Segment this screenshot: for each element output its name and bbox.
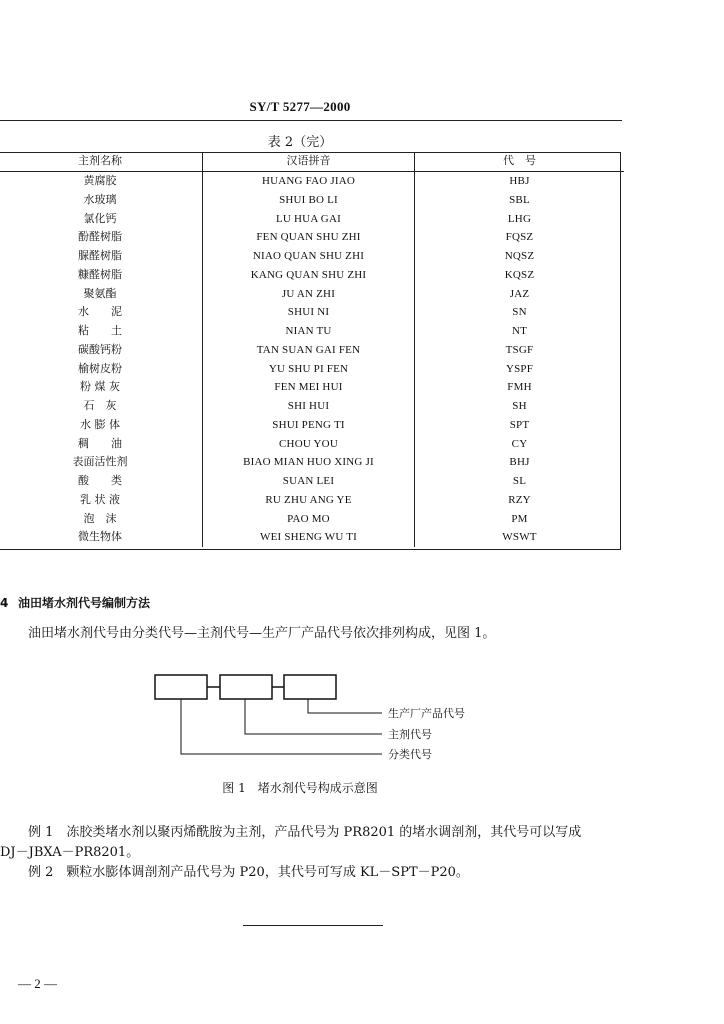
cell-agent-name: 氯化钙 [0, 209, 203, 228]
section-number: 4 [0, 596, 9, 610]
page-number: — 2 — [18, 976, 57, 991]
cell-agent-name: 糠醛树脂 [0, 266, 203, 285]
cell-agent-name: 粘 土 [0, 322, 203, 341]
cell-agent-name: 乳 状 液 [0, 491, 203, 510]
table-body [0, 171, 624, 547]
cell-code: SL [512, 475, 527, 488]
cell-pinyin: KANG QUAN SHU ZHI [203, 266, 415, 285]
cell-agent-name: 石 灰 [0, 397, 203, 416]
diagram-label-main-agent: 主剂代号 [388, 728, 432, 741]
cell-pinyin: HUANG FAO JIAO [203, 171, 415, 190]
cell-pinyin: SHI HUI [203, 397, 415, 416]
cell-agent-name: 泡 沫 [0, 509, 203, 528]
table-row [0, 472, 624, 491]
cell-pinyin: NIAO QUAN SHU ZHI [203, 247, 415, 266]
cell-pinyin: FEN MEI HUI [203, 378, 415, 397]
table-row [0, 378, 624, 397]
cell-pinyin: SHUI BO LI [203, 191, 415, 210]
cell-pinyin: NIAN TU [203, 322, 415, 341]
cell-agent-name: 酸 类 [0, 472, 203, 491]
cell-agent-name: 脲醛树脂 [0, 247, 203, 266]
table-row [0, 209, 624, 228]
cell-agent-name: 水 泥 [0, 303, 203, 322]
cell-code: KQSZ [504, 268, 535, 281]
diagram-leader-category [181, 699, 382, 754]
cell-code: SBL [509, 193, 530, 206]
column-header-pinyin: 汉语拼音 [203, 152, 415, 171]
table-row [0, 266, 624, 285]
table-row [0, 191, 624, 210]
cell-pinyin: SUAN LEI [203, 472, 415, 491]
cell-agent-name: 表面活性剂 [0, 453, 203, 472]
cell-agent-name: 水玻璃 [0, 191, 203, 210]
diagram-label-category: 分类代号 [388, 748, 432, 761]
cell-code: TSGF [505, 343, 534, 356]
table-row [0, 341, 624, 360]
table-row [0, 303, 624, 322]
cell-pinyin: JU AN ZHI [203, 284, 415, 303]
cell-code: YSPF [505, 362, 534, 375]
table-row [0, 228, 624, 247]
diagram-box-product [284, 675, 336, 699]
cell-pinyin: LU HUA GAI [203, 209, 415, 228]
cell-code: SPT [509, 418, 530, 431]
cell-code: RZY [508, 493, 531, 506]
cell-pinyin: FEN QUAN SHU ZHI [203, 228, 415, 247]
cell-agent-name: 酚醛树脂 [0, 228, 203, 247]
cell-agent-name: 聚氨酯 [0, 284, 203, 303]
cell-pinyin: TAN SUAN GAI FEN [203, 341, 415, 360]
table-row [0, 247, 624, 266]
cell-code: BHJ [509, 456, 530, 469]
cell-agent-name: 榆树皮粉 [0, 359, 203, 378]
cell-code: NQSZ [504, 250, 535, 263]
table-row [0, 359, 624, 378]
cell-code: PM [511, 512, 528, 525]
section-heading [0, 594, 150, 611]
table-row [0, 434, 624, 453]
cell-code: SH [512, 400, 527, 413]
cell-pinyin: RU ZHU ANG YE [203, 491, 415, 510]
end-rule [243, 925, 383, 926]
cell-pinyin: BIAO MIAN HUO XING JI [203, 453, 415, 472]
table-title: 表 2（完） [267, 135, 333, 150]
table-row [0, 491, 624, 510]
table-row [0, 322, 624, 341]
cell-pinyin: SHUI NI [203, 303, 415, 322]
cell-code: JAZ [509, 287, 530, 300]
diagram-label-product: 生产厂产品代号 [388, 707, 465, 720]
example-2: 例 2 颗粒水膨体调剖剂产品代号为 P20，其代号可写成 KL－SPT－P20。 [28, 865, 469, 880]
diagram-box-category [155, 675, 207, 699]
cell-agent-name: 稠 油 [0, 434, 203, 453]
example-1-line-1: 例 1 冻胶类堵水剂以聚丙烯酰胺为主剂，产品代号为 PR8201 的堵水调剖剂，其代号可以写成 [28, 825, 582, 840]
section-paragraph: 油田堵水剂代号由分类代号—主剂代号—生产厂产品代号依次排列构成，见图 1。 [28, 626, 496, 641]
table-header-row [0, 152, 624, 171]
table-row [0, 453, 624, 472]
cell-code: SN [512, 306, 527, 319]
cell-agent-name: 水 膨 体 [0, 416, 203, 435]
cell-pinyin: CHOU YOU [203, 434, 415, 453]
cell-code: HBJ [509, 175, 530, 188]
diagram-leader-main-agent [245, 699, 382, 734]
standard-code-header: SY/T 5277—2000 [249, 99, 351, 114]
column-header-name: 主剂名称 [0, 152, 203, 171]
table-row [0, 509, 624, 528]
figure-caption: 图 1 堵水剂代号构成示意图 [222, 781, 378, 795]
header-rule [0, 120, 622, 121]
code-structure-diagram [150, 668, 510, 768]
diagram-box-main-agent [220, 675, 272, 699]
cell-agent-name: 微生物体 [0, 528, 203, 547]
diagram-leader-product [308, 699, 382, 713]
cell-pinyin: WEI SHENG WU TI [203, 528, 415, 547]
cell-pinyin: SHUI PENG TI [203, 416, 415, 435]
cell-agent-name: 粉 煤 灰 [0, 378, 203, 397]
example-1-line-2: DJ－JBXA－PR8201。 [0, 845, 140, 860]
column-header-code: 代 号 [415, 152, 625, 171]
table-row [0, 416, 624, 435]
cell-pinyin: PAO MO [203, 509, 415, 528]
cell-pinyin: YU SHU PI FEN [203, 359, 415, 378]
table-row [0, 171, 624, 190]
table-row [0, 528, 624, 547]
cell-code: CY [511, 437, 528, 450]
table-row [0, 397, 624, 416]
agent-code-table [0, 152, 624, 547]
section-title: 油田堵水剂代号编制方法 [18, 596, 151, 610]
cell-code: FQSZ [505, 231, 534, 244]
cell-code: FMH [507, 381, 532, 394]
cell-agent-name: 碳酸钙粉 [0, 341, 203, 360]
cell-agent-name: 黄腐胶 [0, 171, 203, 190]
table-row [0, 284, 624, 303]
cell-code: NT [511, 325, 528, 338]
cell-code: WSWT [502, 531, 537, 544]
cell-code: LHG [507, 212, 532, 225]
